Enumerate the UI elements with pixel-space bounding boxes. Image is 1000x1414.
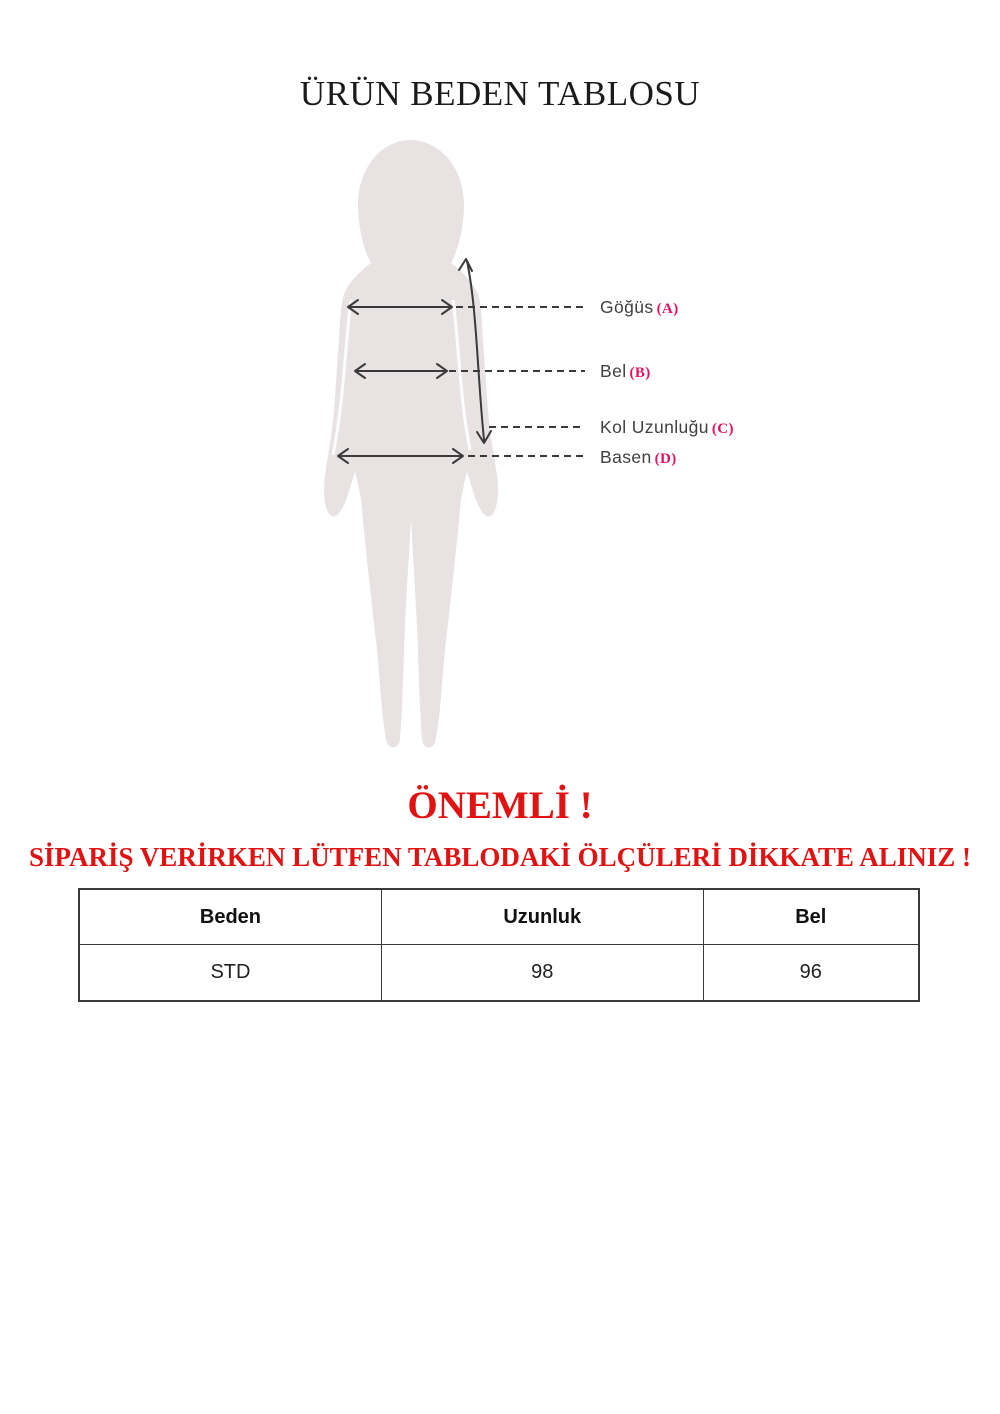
measure-label-hip — [600, 447, 677, 469]
measure-label-hip-text: Basen — [600, 447, 652, 467]
size-table-cell-bel: 96 — [703, 945, 919, 1002]
size-table-header-beden: Beden — [79, 889, 381, 945]
page-title: ÜRÜN BEDEN TABLOSU — [299, 74, 701, 113]
order-warning-text: SİPARİŞ VERİRKEN LÜTFEN TABLODAKİ ÖLÇÜLERİ DİKKATE ALINIZ ! — [29, 842, 971, 872]
measure-label-chest-text: Göğüs — [600, 297, 654, 317]
body-silhouette-figure — [324, 140, 498, 748]
size-table-cell-uzunluk: 98 — [381, 945, 703, 1002]
size-table-row — [79, 945, 919, 1002]
size-table-header-uzunluk: Uzunluk — [381, 889, 703, 945]
size-table-header-row — [79, 889, 919, 945]
measure-label-waist-text: Bel — [600, 361, 627, 381]
size-table-header-bel: Bel — [703, 889, 919, 945]
measure-label-arm-length-text: Kol Uzunluğu — [600, 417, 709, 437]
measure-label-waist — [600, 361, 651, 383]
measure-label-arm-length — [600, 417, 734, 439]
measure-marker-b: (B) — [629, 365, 651, 381]
measure-marker-c: (C) — [711, 421, 734, 437]
measure-label-chest — [600, 297, 679, 319]
size-table-cell-beden: STD — [79, 945, 381, 1002]
important-heading: ÖNEMLİ ! — [407, 784, 593, 827]
measure-marker-d: (D) — [654, 451, 677, 467]
size-table — [78, 888, 920, 1002]
measure-marker-a: (A) — [656, 301, 679, 317]
